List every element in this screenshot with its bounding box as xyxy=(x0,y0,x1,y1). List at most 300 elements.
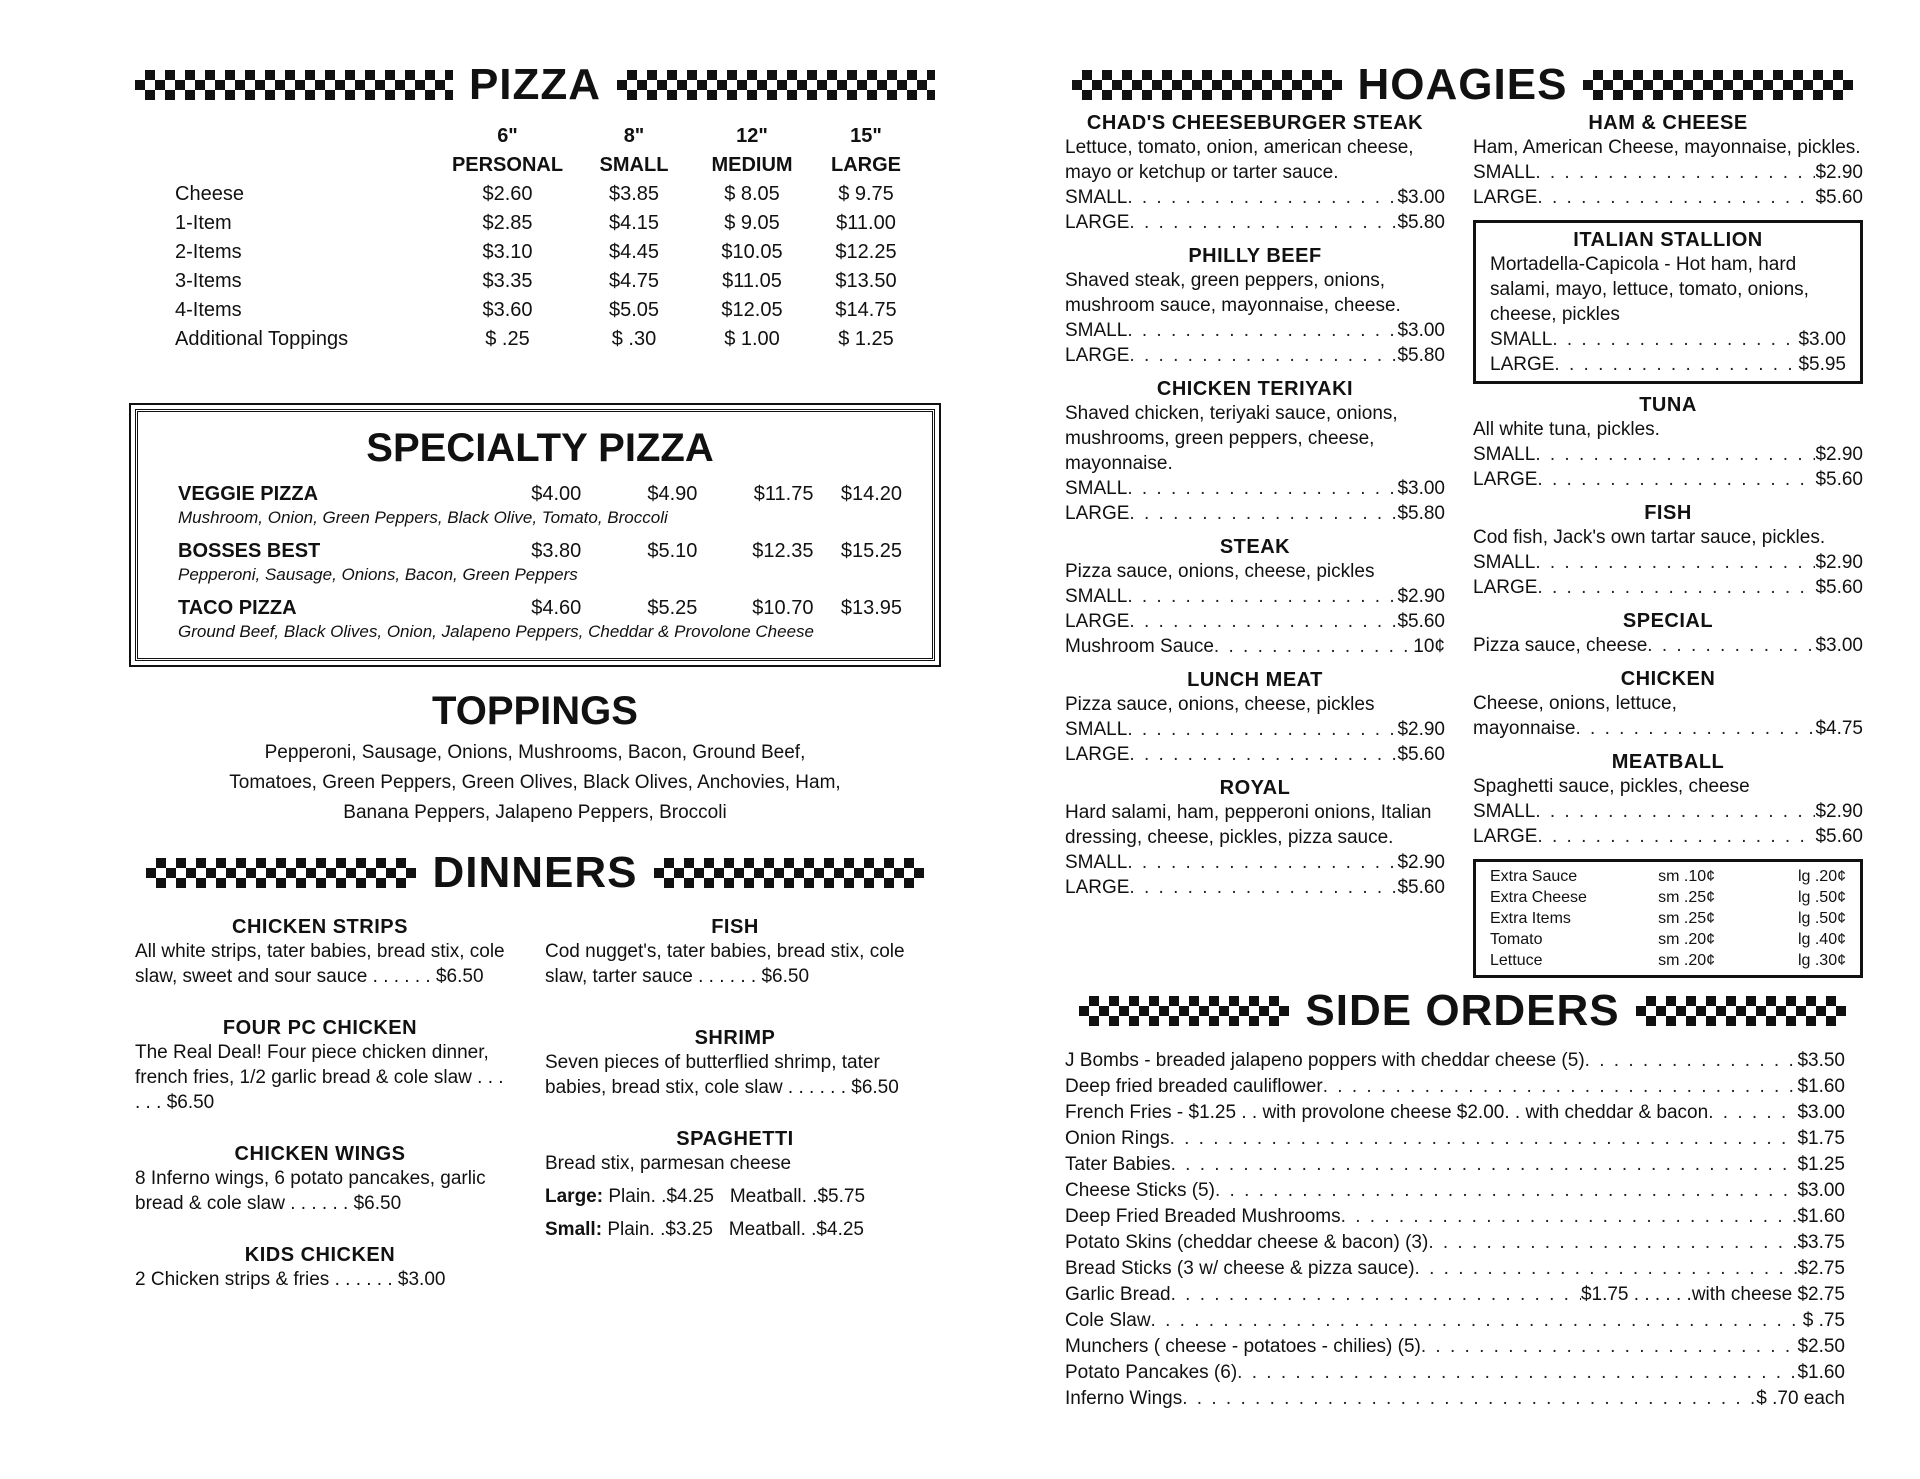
pizza-price: $3.10 xyxy=(482,241,533,263)
dot-leader xyxy=(1170,1126,1798,1152)
price-line xyxy=(1065,850,1445,875)
line-price: $3.50 xyxy=(1797,1050,1845,1071)
line-label: SMALL xyxy=(1065,719,1128,740)
pizza-row-label xyxy=(175,238,440,267)
item-desc: All white tuna, pickles. xyxy=(1473,419,1660,440)
pizza-row xyxy=(175,209,921,238)
dot-leader xyxy=(1415,1256,1798,1282)
price-line xyxy=(1473,160,1863,185)
specialty-items xyxy=(178,483,902,642)
size-inch: 12" xyxy=(736,125,768,147)
line-price: $5.60 xyxy=(1397,744,1445,765)
price-line xyxy=(1065,1204,1845,1230)
dot-leader xyxy=(1151,1308,1803,1334)
price-line xyxy=(1065,875,1445,900)
price-line xyxy=(1065,210,1445,235)
pizza-price: $4.75 xyxy=(608,270,660,292)
item-name: HAM & CHEESE xyxy=(1588,112,1748,134)
line-price: $3.00 xyxy=(1397,478,1445,499)
price-line xyxy=(1065,318,1445,343)
hoagie-item xyxy=(1065,378,1445,526)
dot-leader xyxy=(1323,1074,1798,1100)
pizza-price: $ 9.05 xyxy=(724,212,780,234)
item-price: $6.50 xyxy=(435,966,484,987)
line-price: $3.00 xyxy=(1797,1180,1845,1201)
price-line xyxy=(1065,501,1445,526)
item-name: CHICKEN STRIPS xyxy=(232,916,408,938)
item-desc: Shaved steak, green peppers, onions, mushroom sauce, mayonnaise, cheese. xyxy=(1065,270,1401,316)
price-line xyxy=(1065,717,1445,742)
specialty-price: $4.90 xyxy=(647,483,698,505)
price-line xyxy=(1065,1386,1845,1412)
line-label: SMALL xyxy=(1473,801,1536,822)
line-label: SMALL xyxy=(1065,852,1128,873)
price-line xyxy=(1065,1256,1845,1282)
dot-leader: . . . . . . xyxy=(135,1067,504,1113)
dot-leader xyxy=(1647,633,1815,658)
size-name: PERSONAL xyxy=(451,154,564,176)
extra-large: lg .30¢ xyxy=(1797,952,1846,969)
line-label: LARGE xyxy=(1065,345,1130,366)
pizza-price: $5.05 xyxy=(608,299,660,321)
hoagie-item xyxy=(1065,245,1445,368)
line-label: SMALL xyxy=(1065,586,1128,607)
line-price: $2.90 xyxy=(1397,852,1445,873)
dot-leader: . . . . . . xyxy=(284,1193,354,1214)
dinners-body xyxy=(135,902,935,1292)
dot-leader xyxy=(1129,875,1397,900)
size-inch: 8" xyxy=(623,125,645,147)
dot-leader: . . . . . . xyxy=(782,1077,852,1098)
pizza-row-label xyxy=(175,325,440,354)
dot-leader xyxy=(1535,442,1815,467)
dot-leader xyxy=(1215,1178,1798,1204)
spaghetti-small xyxy=(545,1217,925,1242)
item-desc xyxy=(545,939,925,989)
line-price: $2.90 xyxy=(1397,586,1445,607)
item-name: PHILLY BEEF xyxy=(1188,245,1322,267)
line-label: Deep fried breaded cauliflower xyxy=(1065,1076,1323,1097)
extra-row xyxy=(1490,908,1846,929)
pizza-price: $ .25 xyxy=(485,328,530,350)
desc-text: Seven pieces of butterflied shrimp, tater babies, bread stix, cole slaw xyxy=(545,1052,880,1098)
dot-leader xyxy=(1127,476,1397,501)
hoagies-header xyxy=(1065,60,1860,110)
price-line xyxy=(1473,550,1863,575)
item-name: SPECIAL xyxy=(1622,610,1714,632)
line-price: $5.60 xyxy=(1815,187,1863,208)
specialty-pizza-box xyxy=(135,409,935,661)
specialty-row xyxy=(178,597,902,620)
pizza-price: $3.35 xyxy=(482,270,533,292)
item-desc: Ham, American Cheese, mayonnaise, pickles. xyxy=(1473,137,1861,158)
pizza-price: $ 1.00 xyxy=(724,328,780,350)
item-name: SHRIMP xyxy=(694,1027,776,1049)
pizza-price: $3.85 xyxy=(608,183,660,205)
extra-name: Extra Items xyxy=(1490,910,1571,927)
specialty-price: $11.75 xyxy=(753,483,814,505)
desc-text: All white strips, tater babies, bread stix, cole slaw, sweet and sour sauce xyxy=(135,941,505,987)
size-name: SMALL xyxy=(599,154,669,176)
item-name: STEAK xyxy=(1219,536,1291,558)
item-desc: Cheese, onions, lettuce, xyxy=(1473,693,1677,714)
line-label: Munchers ( cheese - potatoes - chilies) (5) xyxy=(1065,1336,1421,1357)
line-label: SMALL xyxy=(1473,162,1536,183)
line-label: Potato Pancakes (6) xyxy=(1065,1362,1238,1383)
line-label: SMALL xyxy=(1065,187,1128,208)
line-label: French Fries - $1.25 . . with provolone cheese $2.00. . with cheddar & bacon xyxy=(1065,1102,1709,1123)
specialty-desc: Mushroom, Onion, Green Peppers, Black Olive, Tomato, Broccoli xyxy=(178,508,668,527)
price-line xyxy=(1473,185,1863,210)
specialty-name: VEGGIE PIZZA xyxy=(178,483,319,505)
desc-text: 2 Chicken strips & fries xyxy=(135,1269,330,1290)
line-label: Cheese Sticks (5) xyxy=(1065,1180,1215,1201)
spaghetti-large xyxy=(545,1184,925,1209)
right-column xyxy=(1065,60,1863,1412)
line-label: LARGE xyxy=(1490,354,1555,375)
toppings-line: Tomatoes, Green Peppers, Green Olives, Black Olives, Anchovies, Ham, xyxy=(229,772,841,793)
dot-leader xyxy=(1237,1360,1797,1386)
dot-leader xyxy=(1127,318,1397,343)
dot-leader xyxy=(1537,185,1815,210)
dot-leader xyxy=(1127,584,1397,609)
dot-leader: . . . . . . xyxy=(329,1269,398,1290)
item-desc: Lettuce, tomato, onion, american cheese, mayo or ketchup or tarter sauce. xyxy=(1065,137,1414,183)
item-name: CHAD'S CHEESEBURGER STEAK xyxy=(1086,112,1424,134)
dot-leader xyxy=(1535,799,1815,824)
price-line xyxy=(1065,1048,1845,1074)
pizza-price: $ 8.05 xyxy=(724,183,780,205)
dot-leader xyxy=(1428,1230,1797,1256)
line-label: Mushroom Sauce xyxy=(1065,636,1214,657)
pizza-price: $10.05 xyxy=(721,241,783,263)
dinners-header xyxy=(135,848,935,898)
line-price: $2.90 xyxy=(1815,552,1863,573)
side-orders-list xyxy=(1065,1048,1845,1412)
price-line xyxy=(1065,1230,1845,1256)
side-orders-header xyxy=(1065,986,1860,1036)
price-line xyxy=(1065,1308,1845,1334)
extra-large: lg .20¢ xyxy=(1797,868,1846,885)
line-label: J Bombs - breaded jalapeno poppers with cheddar cheese (5) xyxy=(1065,1050,1585,1071)
line-price: $5.60 xyxy=(1815,469,1863,490)
line-label: SMALL xyxy=(1065,478,1128,499)
hoagies-left-column xyxy=(1065,110,1445,978)
specialty-price: $13.95 xyxy=(840,597,902,619)
price-line xyxy=(1065,476,1445,501)
specialty-name: BOSSES BEST xyxy=(178,540,321,562)
extras-box xyxy=(1473,859,1863,978)
dot-leader xyxy=(1341,1204,1798,1230)
pizza-price: $11.05 xyxy=(722,270,782,292)
line-price: $3.00 xyxy=(1815,635,1863,656)
price-line xyxy=(1065,1074,1845,1100)
dot-leader xyxy=(1127,717,1397,742)
line-price: $ .70 each xyxy=(1756,1388,1845,1409)
specialty-row xyxy=(178,540,902,563)
toppings-title: TOPPINGS xyxy=(432,689,638,733)
pizza-row xyxy=(175,238,921,267)
line-price: $1.60 xyxy=(1797,1206,1845,1227)
extra-row xyxy=(1490,929,1846,950)
pizza-price-table xyxy=(175,122,921,354)
hoagie-item xyxy=(1065,112,1445,235)
specialty-price: $4.60 xyxy=(531,597,582,619)
left-column xyxy=(135,60,935,1292)
pizza-price: $4.15 xyxy=(608,212,660,234)
price-line xyxy=(1065,1126,1845,1152)
item-desc xyxy=(135,1267,505,1292)
item-name: ROYAL xyxy=(1219,777,1291,799)
extra-row xyxy=(1490,866,1846,887)
line-price: $3.00 xyxy=(1397,320,1445,341)
size-label: Large: xyxy=(545,1186,604,1207)
extra-row xyxy=(1490,887,1846,908)
dinner-item xyxy=(545,916,925,989)
extra-row xyxy=(1490,950,1846,971)
pizza-price: $2.85 xyxy=(482,212,533,234)
extra-name: Tomato xyxy=(1490,931,1543,948)
extra-name: Extra Cheese xyxy=(1490,889,1587,906)
line-price: 10¢ xyxy=(1413,636,1445,657)
checkered-border-left xyxy=(135,70,453,100)
specialty-desc: Ground Beef, Black Olives, Onion, Jalapeno Peppers, Cheddar & Provolone Cheese xyxy=(178,622,814,641)
desc-text: Cod nugget's, tater babies, bread stix, cole slaw, tarter sauce xyxy=(545,941,905,987)
size-inch: 15" xyxy=(850,125,882,147)
price-line xyxy=(1473,824,1863,849)
item-desc xyxy=(135,1040,505,1115)
dot-leader: . . . . . . xyxy=(692,966,762,987)
hoagies-right-column xyxy=(1473,110,1863,978)
checkered-border-right xyxy=(654,858,924,888)
extra-large: lg .50¢ xyxy=(1797,910,1846,927)
hoagies-title: HOAGIES xyxy=(1357,60,1568,109)
line-label: LARGE xyxy=(1065,503,1130,524)
item-desc: Mortadella-Capicola - Hot ham, hard salami, mayo, lettuce, tomato, onions, cheese, pickles xyxy=(1490,254,1809,325)
price-line xyxy=(1065,1178,1845,1204)
dinner-item xyxy=(135,1143,505,1216)
item-desc xyxy=(545,1050,925,1100)
line-label: Garlic Bread xyxy=(1065,1284,1171,1305)
price-line xyxy=(1473,716,1863,741)
dot-leader xyxy=(1537,824,1815,849)
line-price: $2.90 xyxy=(1397,719,1445,740)
size-prices: Plain. .$4.25 Meatball. .$5.75 xyxy=(608,1186,866,1207)
hoagie-item xyxy=(1473,610,1863,658)
item-desc: Pizza sauce, onions, cheese, pickles xyxy=(1065,561,1375,582)
hoagies-body xyxy=(1065,110,1863,978)
item-name: TUNA xyxy=(1639,394,1697,416)
row-name: 2-Items xyxy=(175,241,242,263)
line-label: Inferno Wings xyxy=(1065,1388,1183,1409)
row-name: Additional Toppings xyxy=(175,328,349,350)
line-price: $2.50 xyxy=(1797,1336,1845,1357)
extra-small: sm .25¢ xyxy=(1658,889,1716,906)
pizza-price: $11.00 xyxy=(836,212,896,234)
pizza-row-label xyxy=(175,267,440,296)
line-label: LARGE xyxy=(1065,744,1130,765)
row-name: 3-Items xyxy=(175,270,242,292)
price-line xyxy=(1065,343,1445,368)
pizza-row xyxy=(175,296,921,325)
line-price: $1.25 xyxy=(1797,1154,1845,1175)
specialty-price: $5.25 xyxy=(647,597,698,619)
desc-text: The Real Deal! Four piece chicken dinner, french fries, 1/2 garlic bread & cole slaw xyxy=(135,1042,489,1088)
price-line xyxy=(1065,609,1445,634)
dinner-item xyxy=(135,1244,505,1292)
dinner-item xyxy=(545,1027,925,1100)
price-line xyxy=(1065,1100,1845,1126)
price-line xyxy=(1065,584,1445,609)
line-price: $1.75 xyxy=(1797,1128,1845,1149)
line-price: $2.90 xyxy=(1815,444,1863,465)
dot-leader xyxy=(1127,185,1397,210)
line-price: $5.95 xyxy=(1798,354,1846,375)
price-line xyxy=(1490,352,1846,377)
price-line xyxy=(1065,1282,1845,1308)
specialty-item xyxy=(178,597,902,642)
dot-leader xyxy=(1552,327,1798,352)
specialty-price: $5.10 xyxy=(647,540,698,562)
item-desc xyxy=(135,939,505,989)
toppings-line: Pepperoni, Sausage, Onions, Mushrooms, Bacon, Ground Beef, xyxy=(264,742,806,763)
line-price: $5.60 xyxy=(1397,877,1445,898)
line-label: LARGE xyxy=(1473,577,1538,598)
line-label: mayonnaise xyxy=(1473,718,1576,739)
pizza-price: $ 9.75 xyxy=(838,183,894,205)
item-name: ITALIAN STALLION xyxy=(1573,229,1763,251)
item-name: LUNCH MEAT xyxy=(1187,669,1323,691)
side-orders-title: SIDE ORDERS xyxy=(1305,986,1620,1035)
pizza-row-label xyxy=(175,296,440,325)
pizza-row xyxy=(175,325,921,354)
line-price: $1.60 xyxy=(1797,1362,1845,1383)
item-price: $6.50 xyxy=(166,1092,215,1113)
size-name: MEDIUM xyxy=(711,154,793,176)
specialty-desc: Pepperoni, Sausage, Onions, Bacon, Green Peppers xyxy=(178,565,578,584)
pizza-price: $4.45 xyxy=(608,241,660,263)
specialty-price: $10.70 xyxy=(752,597,814,619)
dot-leader xyxy=(1554,352,1798,377)
pizza-row-label xyxy=(175,180,440,209)
item-name: SPAGHETTI xyxy=(676,1128,794,1150)
line-price: $2.75 xyxy=(1797,1258,1845,1279)
item-name: FOUR PC CHICKEN xyxy=(222,1017,418,1039)
pizza-header xyxy=(135,60,935,110)
extra-name: Lettuce xyxy=(1490,952,1543,969)
size-label: Small: xyxy=(545,1219,603,1240)
price-line xyxy=(1065,1334,1845,1360)
pizza-price: $12.25 xyxy=(835,241,897,263)
line-price: $3.00 xyxy=(1798,329,1846,350)
line-price: $3.00 xyxy=(1797,1102,1845,1123)
pizza-row-label xyxy=(175,209,440,238)
specialty-item xyxy=(178,483,902,528)
price-line xyxy=(1473,633,1863,658)
dinner-item xyxy=(135,1017,505,1115)
item-name: FISH xyxy=(711,916,759,938)
specialty-row xyxy=(178,483,902,506)
checkered-border-right xyxy=(617,70,935,100)
item-desc: Pizza sauce, onions, cheese, pickles xyxy=(1065,694,1375,715)
dot-leader: . . . . . . xyxy=(367,966,436,987)
item-name: FISH xyxy=(1644,502,1692,524)
item-name: CHICKEN TERIYAKI xyxy=(1156,378,1354,400)
dot-leader xyxy=(1535,550,1815,575)
dinners-title: DINNERS xyxy=(432,848,638,897)
size-prices: Plain. .$3.25 Meatball. .$4.25 xyxy=(607,1219,864,1240)
price-line xyxy=(1473,467,1863,492)
item-price: $3.00 xyxy=(397,1269,446,1290)
item-desc: Spaghetti sauce, pickles, cheese xyxy=(1473,776,1750,797)
pizza-price: $2.60 xyxy=(482,183,533,205)
pizza-price: $12.05 xyxy=(721,299,783,321)
line-label: Pizza sauce, cheese xyxy=(1473,635,1648,656)
extra-name: Extra Sauce xyxy=(1490,868,1578,885)
extra-large: lg .50¢ xyxy=(1797,889,1846,906)
row-name: Cheese xyxy=(175,183,244,205)
dot-leader xyxy=(1129,501,1397,526)
specialty-name: TACO PIZZA xyxy=(178,597,297,619)
price-line xyxy=(1473,575,1863,600)
specialty-price: $3.80 xyxy=(531,540,582,562)
item-name: MEATBALL xyxy=(1611,751,1725,773)
specialty-price: $4.00 xyxy=(531,483,582,505)
dot-leader xyxy=(1575,716,1815,741)
line-price: $5.80 xyxy=(1397,212,1445,233)
toppings-line: Banana Peppers, Jalapeno Peppers, Broccoli xyxy=(343,802,727,823)
row-name: 4-Items xyxy=(175,299,242,321)
extra-small: sm .20¢ xyxy=(1658,931,1716,948)
line-price: $2.90 xyxy=(1815,801,1863,822)
extra-small: sm .10¢ xyxy=(1658,868,1716,885)
line-label: Onion Rings xyxy=(1065,1128,1170,1149)
extra-large: lg .40¢ xyxy=(1797,931,1846,948)
specialty-price: $14.20 xyxy=(840,483,902,505)
line-label: SMALL xyxy=(1473,444,1536,465)
toppings-section xyxy=(135,689,935,828)
line-label: LARGE xyxy=(1065,611,1130,632)
dot-leader xyxy=(1708,1100,1797,1126)
pizza-title: PIZZA xyxy=(468,60,602,109)
price-line xyxy=(1473,799,1863,824)
hoagie-item xyxy=(1473,668,1863,741)
line-label: LARGE xyxy=(1473,469,1538,490)
specialty-title: SPECIALTY PIZZA xyxy=(366,426,714,470)
line-label: Deep Fried Breaded Mushrooms xyxy=(1065,1206,1341,1227)
hoagie-item xyxy=(1065,777,1445,900)
line-label: Bread Sticks (3 w/ cheese & pizza sauce) xyxy=(1065,1258,1415,1279)
pizza-row xyxy=(175,180,921,209)
specialty-price: $12.35 xyxy=(752,540,814,562)
dot-leader xyxy=(1129,742,1397,767)
dot-leader xyxy=(1127,850,1397,875)
pizza-price: $ 1.25 xyxy=(838,328,894,350)
line-label: Tater Babies xyxy=(1065,1154,1171,1175)
price-line xyxy=(1065,1152,1845,1178)
line-label: LARGE xyxy=(1473,187,1538,208)
item-desc: Cod fish, Jack's own tartar sauce, pickles. xyxy=(1473,527,1826,548)
line-price: $5.80 xyxy=(1397,345,1445,366)
dinners-right-column xyxy=(545,902,925,1292)
specialty-item xyxy=(178,540,902,585)
line-label: SMALL xyxy=(1473,552,1536,573)
line-label: SMALL xyxy=(1490,329,1553,350)
pizza-price: $ .30 xyxy=(611,328,657,350)
extra-small: sm .25¢ xyxy=(1658,910,1716,927)
line-price: $4.75 xyxy=(1815,718,1863,739)
dot-leader xyxy=(1214,634,1413,659)
